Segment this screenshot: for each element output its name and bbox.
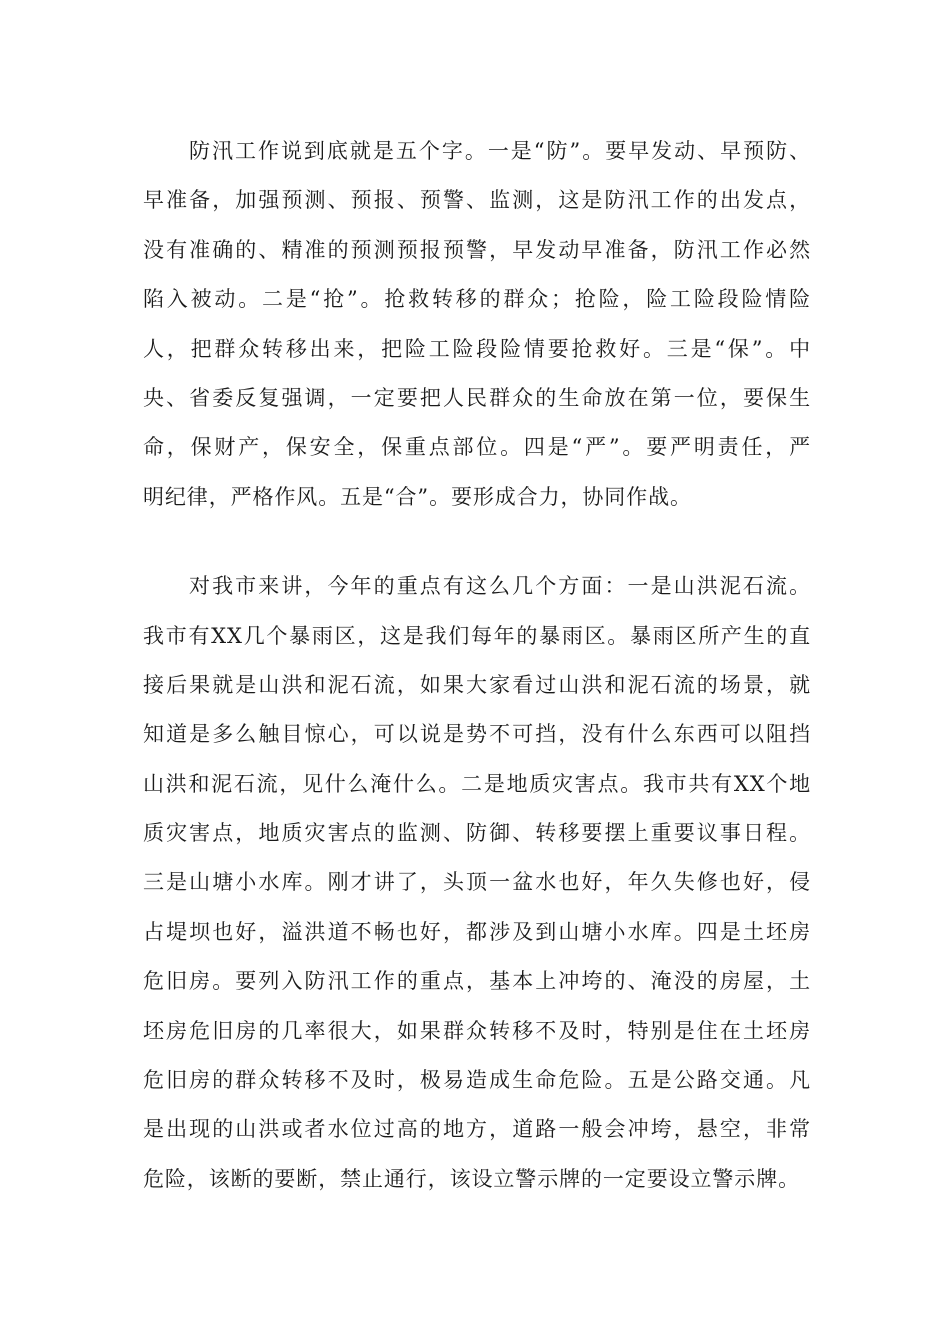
text-line: 央、省委反复强调，一定要把人民群众的生命放在第一位，要保生 — [143, 385, 811, 410]
document-body — [143, 127, 811, 1204]
text-line: 是出现的山洪或者水位过高的地方，道路一般会冲垮，悬空，非常 — [143, 1117, 811, 1142]
text-line: 占堤坝也好，溢洪道不畅也好，都涉及到山塘小水库。四是土坯房 — [143, 919, 811, 944]
text-line: 三是山塘小水库。刚才讲了，头顶一盆水也好，年久失修也好，侵 — [143, 870, 811, 895]
text-line: 危旧房的群众转移不及时，极易造成生命危险。五是公路交通。凡 — [143, 1068, 811, 1093]
paragraph-flood-control-five-words — [143, 127, 811, 522]
text-line: 早准备，加强预测、预报、预警、监测，这是防汛工作的出发点， — [143, 188, 811, 213]
text-line: 没有准确的、精准的预测预报预警，早发动早准备，防汛工作必然 — [143, 237, 811, 262]
text-line: 防汛工作说到底就是五个字。一是“防”。要早发动、早预防、 — [189, 139, 811, 163]
text-line: 知道是多么触目惊心，可以说是势不可挡，没有什么东西可以阻挡 — [143, 722, 811, 747]
paragraph-key-focus-areas — [143, 562, 811, 1204]
text-line: 明纪律，严格作风。五是“合”。要形成合力，协同作战。 — [143, 484, 692, 509]
text-line: 人，把群众转移出来，把险工险段险情要抢救好。三是“保”。中 — [143, 336, 811, 361]
text-line: 命，保财产，保安全，保重点部位。四是“严”。要严明责任，严 — [143, 435, 811, 460]
text-line: 接后果就是山洪和泥石流，如果大家看过山洪和泥石流的场景，就 — [143, 672, 811, 697]
text-line: 坯房危旧房的几率很大，如果群众转移不及时，特别是住在土坯房 — [143, 1018, 811, 1043]
text-line: 我市有XX几个暴雨区，这是我们每年的暴雨区。暴雨区所产生的直 — [143, 623, 811, 648]
text-line: 陷入被动。二是“抢”。抢救转移的群众；抢险，险工险段险情险 — [143, 287, 811, 312]
paragraph-spacer — [143, 522, 811, 562]
text-line: 危旧房。要列入防汛工作的重点，基本上冲垮的、淹没的房屋，土 — [143, 969, 811, 994]
text-line: 质灾害点，地质灾害点的监测、防御、转移要摆上重要议事日程。 — [143, 821, 811, 846]
text-line: 对我市来讲，今年的重点有这么几个方面：一是山洪泥石流。 — [189, 574, 811, 599]
text-line: 山洪和泥石流，见什么淹什么。二是地质灾害点。我市共有XX个地 — [143, 771, 811, 796]
text-line: 危险，该断的要断，禁止通行，该设立警示牌的一定要设立警示牌。 — [143, 1166, 800, 1191]
